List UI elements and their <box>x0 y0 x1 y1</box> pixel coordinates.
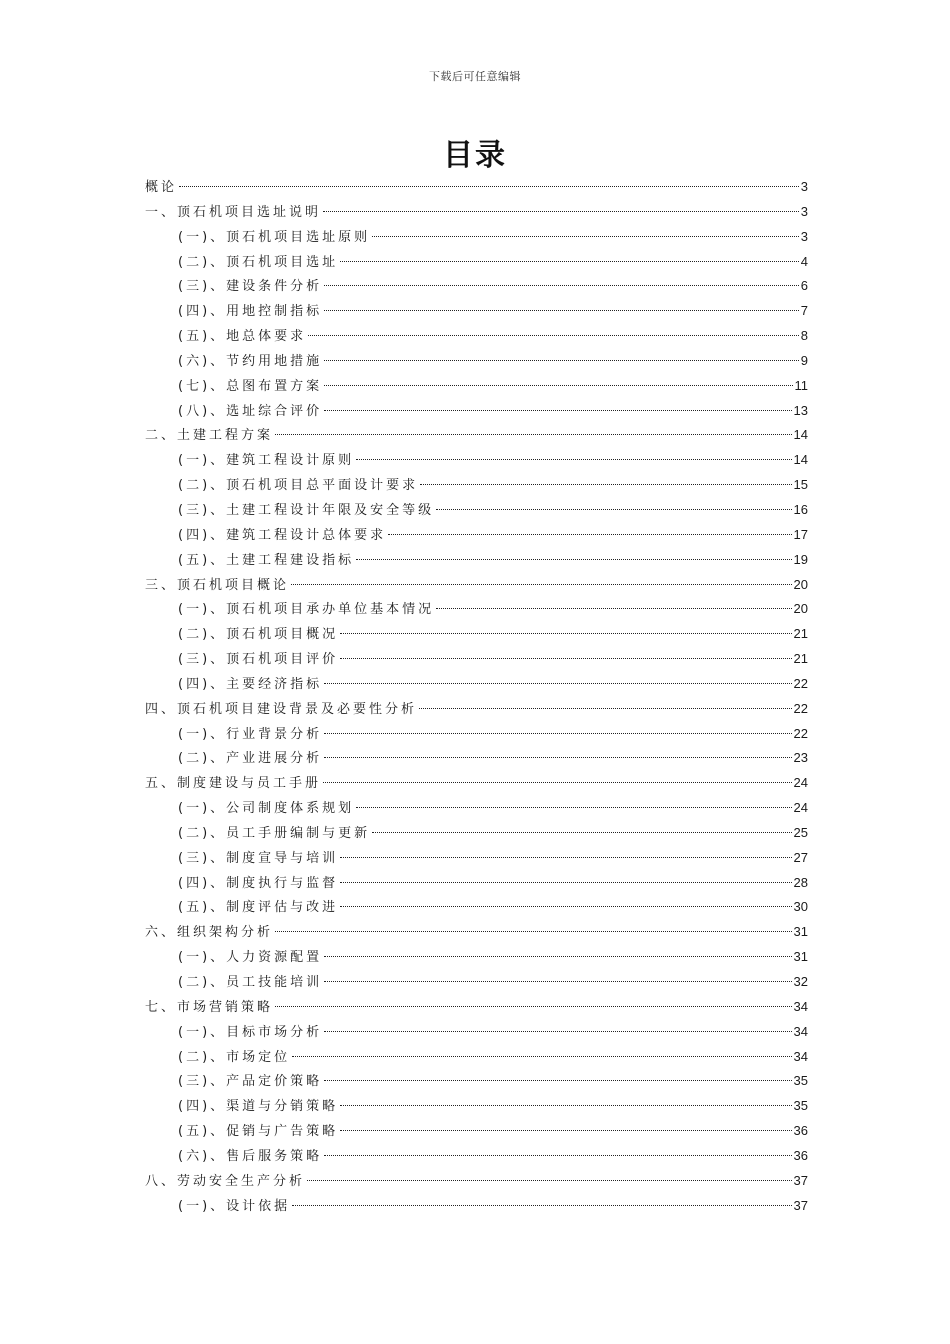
dot-leader <box>388 534 791 535</box>
toc-entry-label: (一)、目标市场分析 <box>178 1024 323 1040</box>
dot-leader <box>324 733 791 734</box>
dot-leader <box>420 484 791 485</box>
toc-entry-page-number: 3 <box>800 203 808 219</box>
toc-entry[interactable] <box>145 374 808 399</box>
toc-entry[interactable] <box>145 399 808 424</box>
toc-entry-label: (五)、地总体要求 <box>178 329 307 345</box>
toc-entry-page-number: 24 <box>793 775 808 791</box>
toc-entry[interactable] <box>145 821 808 846</box>
toc-entry-page-number: 37 <box>793 1172 808 1188</box>
toc-entry-page-number: 11 <box>794 377 808 393</box>
dot-leader <box>275 931 792 932</box>
toc-entry-page-number: 36 <box>793 1147 808 1163</box>
toc-entry-page-number: 34 <box>793 1048 808 1064</box>
toc-entry-label: 二、土建工程方案 <box>145 428 274 444</box>
toc-entry-page-number: 27 <box>793 849 808 865</box>
table-of-contents <box>145 175 808 1218</box>
toc-entry-page-number: 34 <box>793 998 808 1014</box>
toc-entry-label: 五、制度建设与员工手册 <box>145 776 322 792</box>
toc-entry[interactable] <box>145 672 808 697</box>
toc-entry-label: (四)、主要经济指标 <box>178 676 323 692</box>
dot-leader <box>356 559 791 560</box>
toc-entry-label: (一)、顶石机项目承办单位基本情况 <box>178 602 435 618</box>
toc-entry[interactable] <box>145 448 808 473</box>
dot-leader <box>324 981 791 982</box>
toc-entry[interactable] <box>145 846 808 871</box>
toc-entry-label: (三)、产品定价策略 <box>178 1074 323 1090</box>
toc-entry[interactable] <box>145 1069 808 1094</box>
dot-leader <box>324 360 799 361</box>
toc-entry[interactable] <box>145 871 808 896</box>
dot-leader <box>419 708 792 709</box>
dot-leader <box>323 782 792 783</box>
toc-entry[interactable] <box>145 573 808 598</box>
toc-entry-page-number: 22 <box>793 675 808 691</box>
toc-entry[interactable] <box>145 498 808 523</box>
toc-entry-label: (四)、用地控制指标 <box>178 304 323 320</box>
toc-entry[interactable] <box>145 647 808 672</box>
toc-entry[interactable] <box>145 200 808 225</box>
dot-leader <box>324 410 791 411</box>
toc-entry-page-number: 35 <box>793 1098 808 1114</box>
toc-entry-page-number: 23 <box>793 750 808 766</box>
dot-leader <box>436 509 791 510</box>
toc-entry-page-number: 35 <box>793 1073 808 1089</box>
toc-entry-label: (二)、市场定位 <box>178 1049 291 1065</box>
toc-entry-page-number: 34 <box>793 1023 808 1039</box>
dot-leader <box>340 906 791 907</box>
dot-leader <box>324 956 791 957</box>
toc-entry-label: (六)、节约用地措施 <box>178 353 323 369</box>
toc-entry-page-number: 4 <box>800 253 808 269</box>
dot-leader <box>340 261 799 262</box>
dot-leader <box>340 1105 791 1106</box>
toc-entry-label: (一)、顶石机项目选址原则 <box>178 229 371 245</box>
toc-entry-page-number: 36 <box>793 1123 808 1139</box>
dot-leader <box>324 683 791 684</box>
toc-entry[interactable] <box>145 771 808 796</box>
toc-entry[interactable] <box>145 722 808 747</box>
dot-leader <box>436 608 791 609</box>
dot-leader <box>340 882 791 883</box>
toc-entry-label: (五)、促销与广告策略 <box>178 1124 339 1140</box>
toc-entry-label: (六)、售后服务策略 <box>178 1148 323 1164</box>
toc-entry[interactable] <box>145 349 808 374</box>
dot-leader <box>340 633 791 634</box>
toc-entry-label: (二)、员工手册编制与更新 <box>178 825 371 841</box>
dot-leader <box>324 1080 791 1081</box>
dot-leader <box>372 236 799 237</box>
dot-leader <box>356 459 791 460</box>
dot-leader <box>340 658 791 659</box>
dot-leader <box>356 807 791 808</box>
dot-leader <box>340 857 791 858</box>
toc-entry-label: (二)、员工技能培训 <box>178 975 323 990</box>
dot-leader <box>323 211 799 212</box>
toc-entry-label: 八、劳动安全生产分析 <box>145 1173 306 1189</box>
toc-entry[interactable] <box>145 324 808 349</box>
toc-entry-page-number: 31 <box>793 949 808 965</box>
dot-leader <box>292 1056 791 1057</box>
toc-entry[interactable] <box>145 523 808 548</box>
dot-leader <box>324 385 792 386</box>
toc-entry-label: (四)、渠道与分销策略 <box>178 1099 339 1115</box>
header-note: 下载后可任意编辑 <box>429 70 521 83</box>
dot-leader <box>324 1155 791 1156</box>
toc-entry-page-number: 22 <box>793 725 808 741</box>
toc-entry-label: (一)、行业背景分析 <box>178 726 323 742</box>
toc-entry[interactable] <box>145 1045 808 1070</box>
toc-entry-page-number: 31 <box>793 924 808 940</box>
toc-entry-page-number: 17 <box>793 526 808 542</box>
toc-entry-label: 三、顶石机项目概论 <box>145 577 290 593</box>
toc-entry[interactable] <box>145 995 808 1020</box>
toc-entry-page-number: 32 <box>793 974 808 989</box>
toc-entry[interactable] <box>145 274 808 299</box>
toc-entry[interactable] <box>145 250 808 275</box>
toc-entry-page-number: 3 <box>800 179 808 194</box>
toc-entry-label: 四、顶石机项目建设背景及必要性分析 <box>145 701 418 717</box>
dot-leader <box>275 434 792 435</box>
dot-leader <box>324 285 799 286</box>
toc-entry-label: (八)、选址综合评价 <box>178 403 323 419</box>
toc-entry-label: (三)、土建工程设计年限及安全等级 <box>178 502 435 518</box>
toc-entry-label: (二)、顶石机项目选址 <box>178 254 339 270</box>
toc-entry-page-number: 6 <box>800 278 808 294</box>
toc-entry[interactable] <box>145 746 808 771</box>
toc-entry-page-number: 20 <box>793 576 808 592</box>
toc-entry[interactable] <box>145 1194 808 1219</box>
toc-entry-page-number: 14 <box>793 452 808 468</box>
toc-entry[interactable] <box>145 423 808 448</box>
toc-entry-label: (三)、顶石机项目评价 <box>178 652 339 668</box>
dot-leader <box>372 832 791 833</box>
page-title: 目录 <box>443 138 507 173</box>
toc-entry-label: (七)、总图布置方案 <box>178 378 323 394</box>
toc-entry-page-number: 7 <box>800 303 808 319</box>
toc-entry-page-number: 21 <box>793 651 808 667</box>
toc-entry-label: 概论 <box>145 180 178 195</box>
toc-entry[interactable] <box>145 1020 808 1045</box>
toc-entry-label: (三)、制度宣导与培训 <box>178 850 339 866</box>
toc-entry-label: (五)、制度评估与改进 <box>178 900 339 916</box>
toc-entry[interactable] <box>145 970 808 995</box>
dot-leader <box>307 1180 792 1181</box>
toc-entry[interactable] <box>145 597 808 622</box>
toc-entry-label: (二)、产业进展分析 <box>178 751 323 767</box>
toc-entry-label: (一)、设计依据 <box>178 1198 291 1214</box>
toc-entry[interactable] <box>145 920 808 945</box>
toc-entry-label: (五)、土建工程建设指标 <box>178 552 355 568</box>
toc-entry-label: (一)、建筑工程设计原则 <box>178 453 355 469</box>
toc-entry[interactable] <box>145 175 808 200</box>
toc-entry[interactable] <box>145 622 808 647</box>
toc-entry-page-number: 15 <box>793 477 808 493</box>
toc-entry-page-number: 3 <box>800 228 808 244</box>
dot-leader <box>324 310 799 311</box>
dot-leader <box>179 186 799 187</box>
toc-entry-page-number: 28 <box>793 874 808 890</box>
toc-entry[interactable] <box>145 1144 808 1169</box>
toc-entry-page-number: 8 <box>800 328 808 344</box>
toc-entry[interactable] <box>145 945 808 970</box>
toc-entry-label: (一)、人力资源配置 <box>178 950 323 966</box>
toc-entry[interactable] <box>145 697 808 722</box>
toc-entry-label: (四)、建筑工程设计总体要求 <box>178 527 387 543</box>
toc-entry-page-number: 37 <box>793 1197 808 1213</box>
toc-entry-page-number: 9 <box>800 352 808 368</box>
dot-leader <box>324 1031 791 1032</box>
toc-entry-page-number: 22 <box>793 700 808 716</box>
toc-entry[interactable] <box>145 548 808 573</box>
toc-entry[interactable] <box>145 796 808 821</box>
toc-entry[interactable] <box>145 473 808 498</box>
toc-entry-label: (二)、顶石机项目总平面设计要求 <box>178 478 419 494</box>
toc-entry[interactable] <box>145 1119 808 1144</box>
toc-entry[interactable] <box>145 299 808 324</box>
toc-entry-label: 一、顶石机项目选址说明 <box>145 204 322 220</box>
toc-entry-page-number: 20 <box>793 601 808 617</box>
dot-leader <box>291 584 792 585</box>
toc-entry-page-number: 13 <box>793 402 808 418</box>
toc-entry[interactable] <box>145 895 808 920</box>
toc-entry-page-number: 14 <box>793 427 808 443</box>
dot-leader <box>275 1006 792 1007</box>
toc-entry-label: (三)、建设条件分析 <box>178 279 323 295</box>
toc-entry-page-number: 24 <box>793 800 808 816</box>
toc-entry[interactable] <box>145 1094 808 1119</box>
toc-entry[interactable] <box>145 1169 808 1194</box>
toc-entry-page-number: 30 <box>793 899 808 915</box>
toc-entry-label: 六、组织架构分析 <box>145 925 274 941</box>
toc-entry-page-number: 16 <box>793 501 808 517</box>
toc-entry-page-number: 19 <box>793 551 808 567</box>
dot-leader <box>340 1130 791 1131</box>
toc-entry-label: 七、市场营销策略 <box>145 999 274 1015</box>
toc-entry-page-number: 25 <box>793 824 808 840</box>
toc-entry[interactable] <box>145 225 808 250</box>
dot-leader <box>324 757 791 758</box>
dot-leader <box>292 1205 791 1206</box>
toc-entry-page-number: 21 <box>793 626 808 642</box>
dot-leader <box>308 335 799 336</box>
toc-entry-label: (一)、公司制度体系规划 <box>178 801 355 817</box>
toc-entry-label: (二)、顶石机项目概况 <box>178 627 339 643</box>
toc-entry-label: (四)、制度执行与监督 <box>178 875 339 891</box>
